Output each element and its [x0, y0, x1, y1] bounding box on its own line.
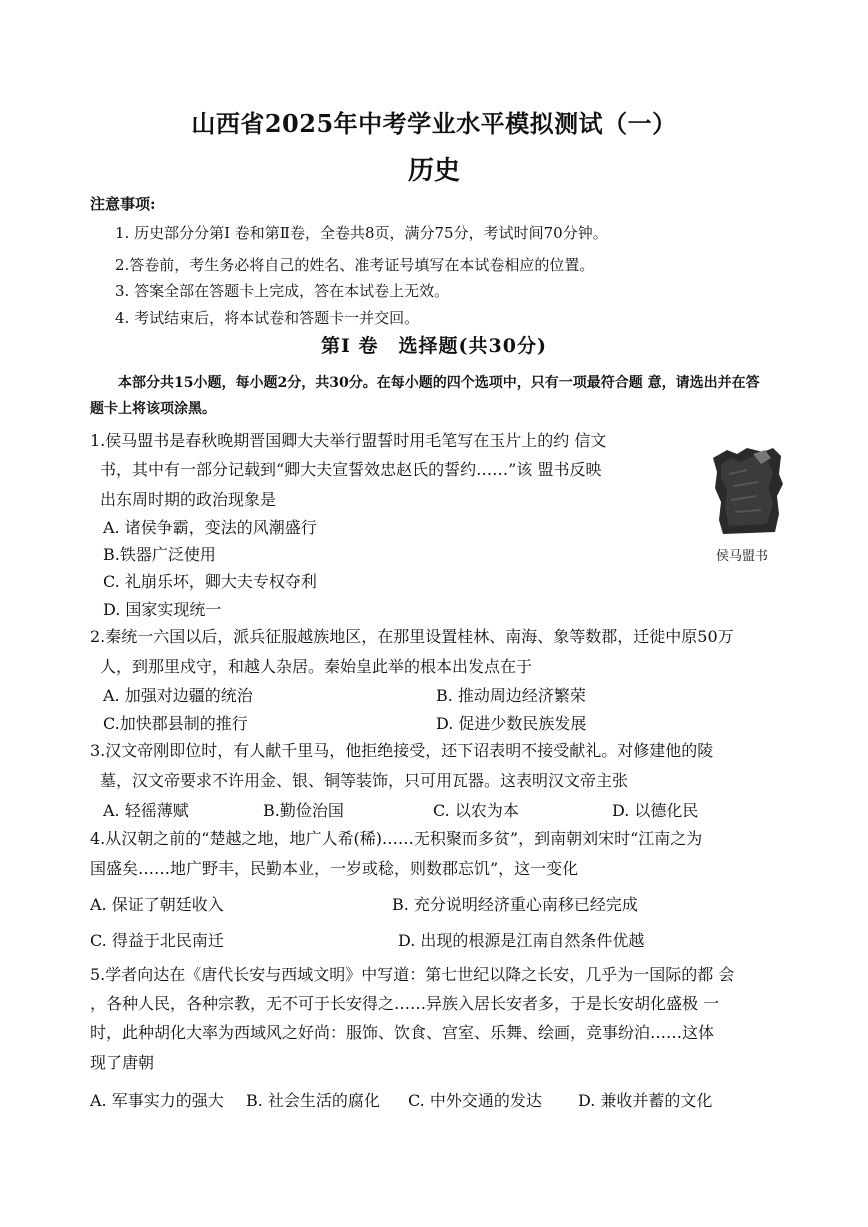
- question-2-option-a[interactable]: A. 加强对边疆的统治: [103, 686, 253, 705]
- question-4-option-c[interactable]: C. 得益于北民南迁: [90, 931, 224, 950]
- question-2-option-b[interactable]: B. 推动周边经济繁荣: [436, 686, 586, 705]
- question-3-stem: 3.汉文帝刚即位时，有人献千里马，他拒绝接受，还下诏表明不接受献礼。对修建他的陵: [90, 741, 714, 760]
- image-caption: 侯马盟书: [716, 549, 769, 564]
- notice-item: 1. 历史部分分第I 卷和第Ⅱ卷，全卷共8页，满分75分，考试时间70分钟。: [115, 224, 608, 242]
- question-2-option-d[interactable]: D. 促进少数民族发展: [436, 714, 587, 733]
- question-5-option-d[interactable]: D. 兼收并蓄的文化: [578, 1091, 713, 1110]
- question-5-stem: 时，此种胡化大率为西域风之好尚：服饰、饮食、宫室、乐舞、绘画，竞事纷泊……这体: [90, 1023, 715, 1042]
- question-1-option-d[interactable]: D. 国家实现统一: [103, 600, 222, 619]
- question-1-stem: 书，其中有一部分记载到“卿大夫宣誓效忠赵氏的誓约……”该 盟书反映: [100, 460, 602, 479]
- question-4-option-b[interactable]: B. 充分说明经济重心南移已经完成: [392, 895, 638, 914]
- notice-heading: 注意事项:: [90, 195, 156, 213]
- question-2-option-c[interactable]: C.加快郡县制的推行: [103, 714, 248, 733]
- question-1-option-a[interactable]: A. 诸侯争霸，变法的风潮盛行: [103, 518, 317, 537]
- section-title: 第I 卷 选择题(共30分): [321, 335, 547, 357]
- question-4-stem: 国盛矣……地广野丰，民勤本业，一岁或稔，则数郡忘饥”，这一变化: [90, 859, 579, 878]
- question-5-stem: 5.学者向达在《唐代长安与西域文明》中写道：第七世纪以降之长安，几乎为一国际的都 会: [90, 965, 735, 984]
- question-1-option-c[interactable]: C. 礼崩乐坏，卿大夫专权夺利: [103, 572, 317, 591]
- question-1-stem: 出东周时期的政治现象是: [100, 490, 277, 509]
- question-2-stem: 人，到那里戍守，和越人杂居。秦始皇此举的根本出发点在于: [100, 657, 533, 676]
- exam-title: 山西省2025年中考学业水平模拟测试（一）: [191, 109, 677, 138]
- question-5-stem: ，各种人民，各种宗教，无不可于长安得之……异族入居长安者多，于是长安胡化盛极 一: [90, 994, 720, 1013]
- notice-item: 2.答卷前，考生务必将自己的姓名、准考证号填写在本试卷相应的位置。: [115, 256, 595, 274]
- question-4-option-a[interactable]: A. 保证了朝廷收入: [90, 895, 224, 914]
- question-5-stem: 现了唐朝: [90, 1053, 155, 1072]
- question-5-option-b[interactable]: B. 社会生活的腐化: [246, 1091, 380, 1110]
- question-3-option-c[interactable]: C. 以农为本: [433, 801, 519, 820]
- question-4-stem: 4.从汉朝之前的“楚越之地，地广人希(稀)……无积聚而多贫”，到南朝刘宋时“江南之为: [90, 829, 703, 848]
- houma-covenant-tablet-image: [707, 444, 789, 536]
- question-3-option-b[interactable]: B.勤俭治国: [263, 801, 344, 820]
- question-3-option-d[interactable]: D. 以德化民: [612, 801, 699, 820]
- section-instructions: 本部分共15小题，每小题2分，共30分。在每小题的四个选项中，只有一项最符合题 意，请选出并在答题卡上将该项涂黑。: [90, 375, 760, 417]
- question-4-option-d[interactable]: D. 出现的根源是江南自然条件优越: [398, 931, 645, 950]
- question-1-stem: 1.侯马盟书是春秋晚期晋国卿大夫举行盟誓时用毛笔写在玉片上的约 信文: [90, 431, 607, 450]
- question-5-option-a[interactable]: A. 军事实力的强大: [90, 1091, 224, 1110]
- notice-item: 4. 考试结束后，将本试卷和答题卡一并交回。: [115, 309, 420, 327]
- question-2-stem: 2.秦统一六国以后，派兵征服越族地区，在那里设置桂林、南海、象等数郡，迁徙中原50万: [90, 627, 734, 646]
- question-3-stem: 墓，汉文帝要求不许用金、银、铜等装饰，只可用瓦器。这表明汉文帝主张: [100, 771, 629, 790]
- question-3-option-a[interactable]: A. 轻徭薄赋: [103, 801, 189, 820]
- question-5-option-c[interactable]: C. 中外交通的发达: [408, 1091, 542, 1110]
- question-1-option-b[interactable]: B.铁器广泛使用: [103, 545, 216, 564]
- subject-title: 历史: [407, 156, 460, 186]
- notice-item: 3. 答案全部在答题卡上完成，答在本试卷上无效。: [115, 282, 450, 300]
